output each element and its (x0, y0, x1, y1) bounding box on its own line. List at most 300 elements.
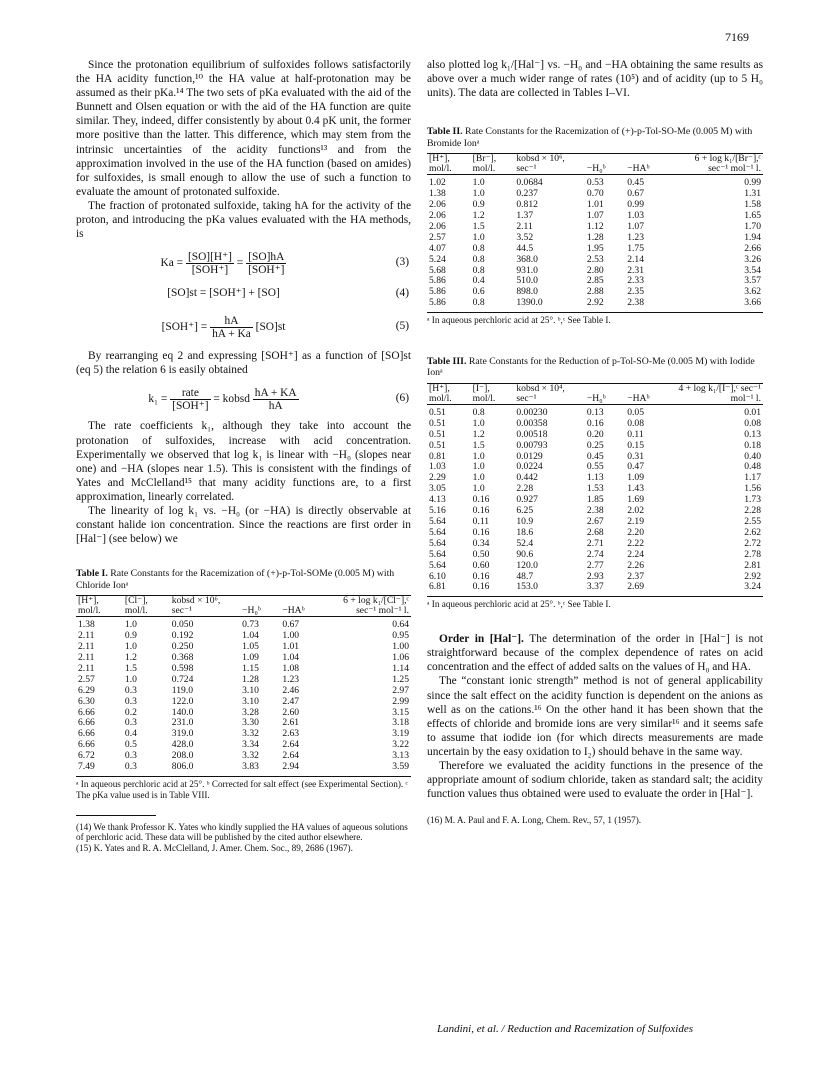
table-cell: 2.92 (744, 570, 761, 582)
table-cell: 0.53 (586, 177, 604, 189)
table-cell: 3.32 (242, 750, 259, 762)
table-cell: 0.64 (392, 619, 409, 631)
table-cell: 2.88 (586, 286, 604, 298)
table-cell: 6.66 (78, 717, 95, 729)
paragraph: Since the protonation equilibrium of sulfoxides follows satisfactorily the HA acidity function,¹⁰ the HA value at half-protonation may be assumed as their pKa.¹⁴ The two sets of pKa evaluated with the aid of the Bunnett and Olsen equation or with the aid of the HA function are quite similar. They, indeed, differ consistently by about 0.4 pK unit, the former more positive than the latter. This difference, which may stem from the intrinsic uncertainties of the acidity functions¹³ and from the approximation involved in the use of the HA function (based on amides) for sulfoxides, is small enough to allow the use of such a function to evaluate the amount of protonated sulfoxide. (76, 59, 411, 198)
table-cell: 0.0684 (516, 177, 543, 189)
table-cell: 3.19 (392, 728, 409, 740)
table-cell: 3.15 (392, 706, 409, 718)
table-cell: 1.09 (627, 472, 644, 484)
eq3-fraction-2: $\frac{[SO]hA}{\text{[SOH⁺]}}$ (248, 251, 285, 277)
table-cell: 5.86 (429, 275, 446, 287)
table-cell: 1.03 (627, 210, 644, 221)
table-cell: 2.29 (429, 472, 446, 484)
table-cell: 0.45 (627, 177, 644, 189)
table-cell: 2.46 (282, 684, 300, 696)
table-cell: 1.07 (586, 210, 604, 221)
column-header: 4 + log k₁/[I⁻],ᶜ sec⁻¹ mol⁻¹ l. (678, 382, 761, 404)
table-cell: 0.16 (472, 494, 490, 506)
table-cell: 2.80 (586, 264, 604, 276)
table-cell: 1.0 (472, 461, 485, 473)
table-cell: 0.45 (586, 450, 604, 462)
table-cell: 1.0 (472, 417, 485, 429)
table-cell: 0.11 (472, 516, 490, 528)
table-cell: 2.38 (586, 505, 604, 517)
table-cell: 1.0 (124, 619, 137, 631)
table-cell: 1.70 (744, 220, 761, 232)
table-cell: 1.05 (242, 641, 259, 653)
table-cell: 1.94 (744, 231, 761, 243)
table-cell: 0.8 (472, 242, 485, 254)
table-cell: 90.6 (516, 548, 534, 560)
table-cell: 2.94 (282, 761, 300, 773)
table-cell: 1.0 (124, 641, 137, 653)
table-cell: 52.4 (516, 537, 534, 549)
footnote-15: (15) K. Yates and R. A. McClelland, J. Amer. Chem. Soc., 89, 2686 (1967). (76, 842, 353, 853)
table-cell: 231.0 (171, 717, 194, 729)
table-cell: 0.08 (627, 417, 644, 429)
table-cell: 2.57 (429, 231, 446, 243)
table-cell: 3.54 (744, 264, 761, 276)
table-cell: 3.22 (392, 739, 409, 751)
table-cell: 6.72 (78, 750, 95, 762)
table-cell: 2.61 (282, 717, 300, 729)
eq6-fraction-2: $\frac{hA + KA}{hA}$ (254, 387, 297, 413)
table-cell: 3.83 (242, 761, 259, 773)
table-cell: 6.10 (429, 570, 446, 582)
table-cell: 3.57 (744, 275, 761, 287)
table-cell: 1.04 (282, 651, 300, 663)
table-cell: 2.33 (627, 275, 644, 287)
table-cell: 153.0 (516, 581, 538, 593)
table-cell: 1.75 (627, 242, 644, 254)
table-cell: 2.92 (586, 297, 604, 309)
footnote-14: (14) We thank Professor K. Yates who kindly supplied the HA values of aqueous solutions of perchloric acid. These data will be published by the cited author elsewhere. (76, 821, 408, 843)
table-cell: 1.15 (242, 662, 259, 674)
table-cell: 0.250 (171, 641, 194, 653)
table-cell: 0.00358 (516, 417, 548, 429)
table-cell: 0.18 (744, 439, 761, 451)
table-3 (427, 383, 763, 597)
table-cell: 2.11 (78, 641, 95, 653)
table-cell: 1.43 (627, 483, 644, 495)
table-cell: 3.13 (392, 750, 409, 762)
table-cell: 10.9 (516, 516, 534, 528)
table-cell: 4.13 (429, 494, 446, 506)
equation-5 (76, 309, 411, 343)
footnote-16: (16) M. A. Paul and F. A. Long, Chem. Rev., 57, 1 (1957). (427, 815, 642, 826)
table-cell: 0.55 (586, 461, 604, 473)
table-cell: 1.5 (472, 220, 485, 232)
table-cell: 0.8 (472, 264, 485, 276)
table-cell: 0.16 (472, 505, 490, 517)
table-row (427, 561, 763, 572)
table-cell: 1.38 (429, 188, 446, 200)
column-header: −H₀ᵇ (586, 163, 606, 175)
table-cell: 0.08 (744, 417, 761, 429)
table-cell: 0.13 (744, 428, 761, 440)
table-cell: 1.69 (627, 494, 644, 506)
table-cell: 18.6 (516, 526, 534, 538)
table-cell: 2.93 (586, 570, 604, 582)
table-cell: 1.00 (282, 630, 300, 642)
table-cell: 3.37 (586, 581, 604, 593)
table-cell: 2.57 (78, 673, 95, 685)
equation-3 (76, 245, 411, 279)
table-cell: 5.64 (429, 537, 446, 549)
table-cell: 0.16 (586, 417, 604, 429)
table-cell: 5.86 (429, 297, 446, 309)
eq5-rhs: [SO]st (255, 321, 286, 334)
table-cell: 5.64 (429, 548, 446, 560)
table-cell: 3.18 (392, 717, 409, 729)
table-cell: 2.37 (627, 570, 644, 582)
paragraph: By rearranging eq 2 and expressing [SOH⁺] as a function of [SO]st (eq 5) the relation 6 is easily obtained (76, 350, 411, 377)
table-cell: 1.0 (472, 188, 485, 200)
table-cell: 1.5 (124, 662, 137, 674)
table-cell: 2.60 (282, 706, 300, 718)
table-cell: 0.51 (429, 439, 446, 451)
table-row (76, 617, 411, 631)
table-cell: 0.25 (586, 439, 604, 451)
table-cell: 1.2 (472, 210, 485, 221)
table-cell: 2.99 (392, 695, 409, 707)
table-cell: 0.11 (627, 428, 644, 440)
column-header: kobsd × 10⁶, sec⁻¹ (171, 595, 221, 617)
table-row (427, 441, 763, 452)
page-number: 7169 (725, 30, 749, 44)
table-cell: 5.86 (429, 286, 446, 298)
table-cell: 1.0 (472, 472, 485, 484)
table-2-caption: Table II. Rate Constants for the Racemization of (+)-p-Tol-SO-Me (0.005 M) with Bromide Ionᵃ (427, 126, 753, 149)
table-cell: 2.81 (744, 559, 761, 571)
table-cell: 0.50 (472, 548, 490, 560)
right-column (427, 58, 763, 826)
table-cell: 2.22 (627, 537, 644, 549)
table-cell: 2.64 (282, 750, 300, 762)
table-cell: 3.59 (392, 761, 409, 773)
table-cell: 6.66 (78, 739, 95, 751)
table-cell: 1.0 (472, 483, 485, 495)
table-cell: 1.25 (392, 673, 409, 685)
table-row (427, 244, 763, 255)
table-cell: 2.78 (744, 548, 761, 560)
footnote-divider (76, 815, 156, 816)
table-cell: 2.47 (282, 695, 300, 707)
table-cell: 6.66 (78, 728, 95, 740)
table-cell: 1.17 (744, 472, 761, 484)
table-cell: 2.71 (586, 537, 604, 549)
table-cell: 2.06 (429, 199, 446, 211)
table-row (427, 404, 763, 418)
table-cell: 1.85 (586, 494, 604, 506)
table-cell: 1.0 (472, 177, 485, 189)
table-row (76, 697, 411, 708)
table-cell: 2.62 (744, 526, 761, 538)
table-cell: 2.97 (392, 684, 409, 696)
column-header: [H⁺], mol/l. (78, 595, 101, 617)
table-cell: 0.95 (392, 630, 409, 642)
paragraph: The rate coefficients k₁, although they take into account the protonation of sulfoxides, increase with acid concentration. Experimentally we observed that log k₁ is linear with −H₀ (slopes near one) and −HA (slopes near 1.5). This is consistent with the findings of Yates and McClelland¹⁵ that many acidity functions are, to a first approximation, linearly correlated. (76, 420, 411, 503)
paragraph: The fraction of protonated sulfoxide, taking hA for the activity of the proton, and introducing the pKa values evaluated with the HA methods, is (76, 199, 411, 241)
paragraph: also plotted log k₁/[Hal⁻] vs. −H₀ and −HA obtaining the same results as above over a much wider range of rates (10⁵) and of acidity (up to 5 H₀ units). The data are collected in Tables I–VI. (427, 59, 763, 100)
table-cell: 0.67 (627, 188, 644, 200)
table-2-note: ᵃ In aqueous perchloric acid at 25°. ᵇ,ᶜ See Table I. (427, 315, 611, 326)
table-cell: 120.0 (516, 559, 538, 571)
table-cell: 1.28 (586, 231, 604, 243)
table-cell: 0.47 (627, 461, 644, 473)
table-cell: 2.20 (627, 526, 644, 538)
table-cell: 1.58 (744, 199, 761, 211)
equation-4: [SO]st = [SOH⁺] + [SO] (4) (167, 287, 409, 300)
table-cell: 2.35 (627, 286, 644, 298)
table-cell: 0.8 (472, 406, 485, 418)
table-cell: 1.53 (586, 483, 604, 495)
table-cell: 3.34 (242, 739, 259, 751)
table-cell: 0.01 (744, 406, 761, 418)
table-cell: 3.10 (242, 684, 259, 696)
table-cell: 2.69 (627, 581, 644, 593)
table-cell: 1.23 (627, 231, 644, 243)
table-cell: 1.31 (744, 188, 761, 200)
eq3-equals: = (236, 257, 244, 270)
column-header: kobsd × 10⁴, sec⁻¹ (516, 382, 565, 404)
table-cell: 0.99 (744, 177, 761, 189)
table-cell: 2.72 (744, 537, 761, 549)
left-column (76, 58, 411, 853)
table-cell: 6.25 (516, 505, 534, 517)
equation-number: (5) (395, 320, 409, 333)
column-header: [Cl⁻], mol/l. (124, 595, 148, 617)
table-cell: 0.5 (124, 739, 137, 751)
column-header: −HAᵇ (627, 392, 650, 404)
table-cell: 1.0 (472, 450, 485, 462)
table-cell: 1.2 (124, 651, 137, 663)
table-cell: 0.8 (472, 253, 485, 265)
table-3-caption: Table III. Rate Constants for the Reduction of p-Tol-SO-Me (0.005 M) with Iodide Ionᵃ (427, 355, 755, 379)
table-cell: 2.14 (627, 253, 644, 265)
table-cell: 368.0 (516, 253, 538, 265)
table-cell: 1.73 (744, 494, 761, 506)
table-cell: 2.28 (744, 505, 761, 517)
table-cell: 0.60 (472, 559, 490, 571)
table-cell: 0.237 (516, 188, 538, 200)
table-cell: 0.16 (472, 526, 490, 538)
table-cell: 2.67 (586, 516, 604, 528)
table-cell: 48.7 (516, 570, 534, 582)
table-cell: 1.0 (472, 231, 485, 243)
table-cell: 2.19 (627, 516, 644, 528)
table-2 (427, 153, 763, 313)
table-cell: 1.2 (472, 428, 485, 440)
equation-number: (4) (395, 287, 409, 300)
table-cell: 0.00793 (516, 439, 548, 451)
table-cell: 2.28 (516, 483, 534, 495)
table-cell: 5.64 (429, 559, 446, 571)
table-cell: 1.37 (516, 210, 534, 221)
table-cell: 0.73 (242, 619, 259, 631)
table-cell: 1.14 (392, 662, 409, 674)
table-cell: 2.68 (586, 526, 604, 538)
table-cell: 0.8 (472, 297, 485, 309)
paragraph: Therefore we evaluated the acidity functions in the presence of the appropriate amount of sodium chloride, taken as standard salt; the acidity function values thus obtained were used to evaluate the order in [Hal⁻]. (427, 760, 763, 801)
table-1 (76, 595, 411, 777)
table-cell: 1.01 (282, 641, 300, 653)
table-cell: 0.6 (472, 286, 485, 298)
table-row (427, 582, 763, 596)
table-cell: 0.724 (171, 673, 194, 685)
eq5-lhs: [SOH⁺] = (161, 321, 208, 334)
table-cell: 1.28 (242, 673, 259, 685)
table-cell: 0.70 (586, 188, 604, 200)
eq3-fraction-1: $\frac{[SO][H^+]}{\text{[SOH⁺]}}$ (187, 251, 232, 277)
table-cell: 2.02 (627, 505, 644, 517)
table-cell: 0.20 (586, 428, 604, 440)
table-cell: 0.812 (516, 199, 538, 211)
eq6-lhs: k₁ = (148, 393, 168, 406)
table-row (427, 175, 763, 189)
table-cell: 2.77 (586, 559, 604, 571)
table-cell: 2.55 (744, 516, 761, 528)
eq6-fraction-1: $\frac{\text{rate}}{\text{[SOH⁺]}}$ (172, 387, 209, 413)
table-cell: 2.85 (586, 275, 604, 287)
table-cell: 2.11 (516, 220, 533, 232)
table-cell: 3.10 (242, 695, 259, 707)
table-row (427, 550, 763, 561)
table-cell: 0.31 (627, 450, 644, 462)
table-cell: 3.28 (242, 706, 259, 718)
table-cell: 3.32 (242, 728, 259, 740)
table-cell: 931.0 (516, 264, 538, 276)
table-cell: 1.06 (392, 651, 409, 663)
table-cell: 0.40 (744, 450, 761, 462)
table-row (76, 686, 411, 697)
table-cell: 1.01 (586, 199, 604, 211)
table-cell: 3.26 (744, 253, 761, 265)
table-cell: 2.06 (429, 220, 446, 232)
table-cell: 3.62 (744, 286, 761, 298)
table-cell: 0.00518 (516, 428, 548, 440)
table-row (427, 255, 763, 266)
table-cell: 0.34 (472, 537, 490, 549)
table-cell: 0.4 (124, 728, 137, 740)
table-cell: 0.0224 (516, 461, 543, 473)
table-cell: 208.0 (171, 750, 194, 762)
table-cell: 0.368 (171, 651, 194, 663)
table-cell: 0.0129 (516, 450, 543, 462)
table-cell: 806.0 (171, 761, 194, 773)
table-cell: 5.64 (429, 526, 446, 538)
table-cell: 0.3 (124, 717, 137, 729)
table-cell: 0.050 (171, 619, 194, 631)
table-cell: 3.30 (242, 717, 259, 729)
paragraph (427, 632, 763, 674)
table-cell: 0.9 (124, 630, 137, 642)
table-cell: 6.29 (78, 684, 95, 696)
table-cell: 1.38 (78, 619, 95, 631)
table-cell: 1.07 (627, 220, 644, 232)
table-cell: 0.48 (744, 461, 761, 473)
table-cell: 510.0 (516, 275, 538, 287)
table-cell: 2.64 (282, 739, 300, 751)
column-header: 6 + log k₁/[Br⁻],ᶜ sec⁻¹ mol⁻¹ l. (694, 153, 761, 175)
table-cell: 7.49 (78, 761, 95, 773)
table-cell: 319.0 (171, 728, 194, 740)
paragraph: The linearity of log k₁ vs. −H₀ (or −HA) is directly observable at constant halide ion concentration. Since the reactions are first order in [Hal⁻] (see below) we (76, 504, 411, 546)
table-cell: 0.598 (171, 662, 194, 674)
table-cell: 0.81 (429, 450, 446, 462)
table-cell: 0.3 (124, 761, 137, 773)
table-cell: 0.192 (171, 630, 194, 642)
table-cell: 122.0 (171, 695, 194, 707)
table-cell: 2.63 (282, 728, 300, 740)
table-cell: 2.24 (627, 548, 644, 560)
equation-6 (76, 381, 411, 415)
table-cell: 0.51 (429, 428, 446, 440)
table-cell: 0.3 (124, 684, 137, 696)
column-header: [I⁻], mol/l. (472, 382, 496, 404)
table-cell: 2.31 (627, 264, 644, 276)
column-header: 6 + log k₁/[Cl⁻],ᶜ sec⁻¹ mol⁻¹ l. (343, 595, 409, 617)
table-cell: 2.11 (78, 662, 95, 674)
table-cell: 2.74 (586, 548, 604, 560)
column-header: −H₀ᵇ (242, 605, 261, 617)
table-3-note: ᵃ In aqueous perchloric acid at 25°. ᵇ,ᶜ See Table I. (427, 599, 611, 610)
table-cell: 2.26 (627, 559, 644, 571)
table-cell: 3.05 (429, 483, 446, 495)
table-cell: 2.11 (78, 630, 95, 642)
table-cell: 1.95 (586, 242, 604, 254)
table-row (76, 762, 411, 776)
table-cell: 0.67 (282, 619, 300, 631)
table-cell: 119.0 (171, 684, 194, 696)
table-1-caption: Table I. Rate Constants for the Racemization of (+)-p-Tol-SOMe (0.005 M) with Chloride Ionᵃ (76, 568, 395, 591)
table-cell: 0.16 (472, 570, 490, 582)
table-cell: 1.08 (282, 662, 300, 674)
table-cell: 6.81 (429, 581, 446, 593)
table-cell: 5.64 (429, 516, 446, 528)
section-heading-order: Order in [Hal⁻]. (439, 633, 524, 646)
column-header: −HAᵇ (627, 163, 650, 175)
table-cell: 1.02 (429, 177, 446, 189)
table-cell: 0.13 (586, 406, 604, 418)
running-footer: Landini, et al. / Reduction and Racemization of Sulfoxides (437, 1023, 694, 1035)
table-cell: 0.927 (516, 494, 538, 506)
table-cell: 2.11 (78, 651, 95, 663)
column-header: [H⁺], mol/l. (429, 153, 452, 175)
column-header: −H₀ᵇ (586, 392, 606, 404)
table-cell: 0.2 (124, 706, 137, 718)
table-cell: 0.15 (627, 439, 644, 451)
table-cell: 3.52 (516, 231, 534, 243)
paragraph: The “constant ionic strength” method is not of general applicability since the salt effect on the acidity function is dependent on the anions as well as on the cations.¹⁶ On the other hand it has been shown that the effects of chloride and bromide ions are very similar¹⁶ and it seems safe to assume that iodide ion (for which directs measurements are made uncertain by the easy oxidation to I₂) should behave in the same way. (427, 675, 763, 758)
table-cell: 3.66 (744, 297, 761, 309)
column-header: kobsd × 10⁶, sec⁻¹ (516, 153, 565, 175)
table-cell: 2.53 (586, 253, 604, 265)
column-header: [H⁺], mol/l. (429, 382, 452, 404)
table-1-note: ᵃ In aqueous perchloric acid at 25°. ᵇ Corrected for salt effect (see Experimental Section). ᶜ The pKa value used is in Table VIII. (76, 778, 408, 800)
eq5-fraction: $\frac{hA}{hA + Ka}$ (212, 315, 251, 341)
table-cell: 1.04 (242, 630, 259, 642)
table-cell: 0.3 (124, 750, 137, 762)
table-cell: 6.30 (78, 695, 95, 707)
equation-number: (3) (395, 256, 409, 269)
table-cell: 1.12 (586, 220, 604, 232)
table-cell: 0.442 (516, 472, 538, 484)
column-header: −HAᵇ (282, 605, 305, 617)
table-cell: 1.03 (429, 461, 446, 473)
table-cell: 1.09 (242, 651, 259, 663)
